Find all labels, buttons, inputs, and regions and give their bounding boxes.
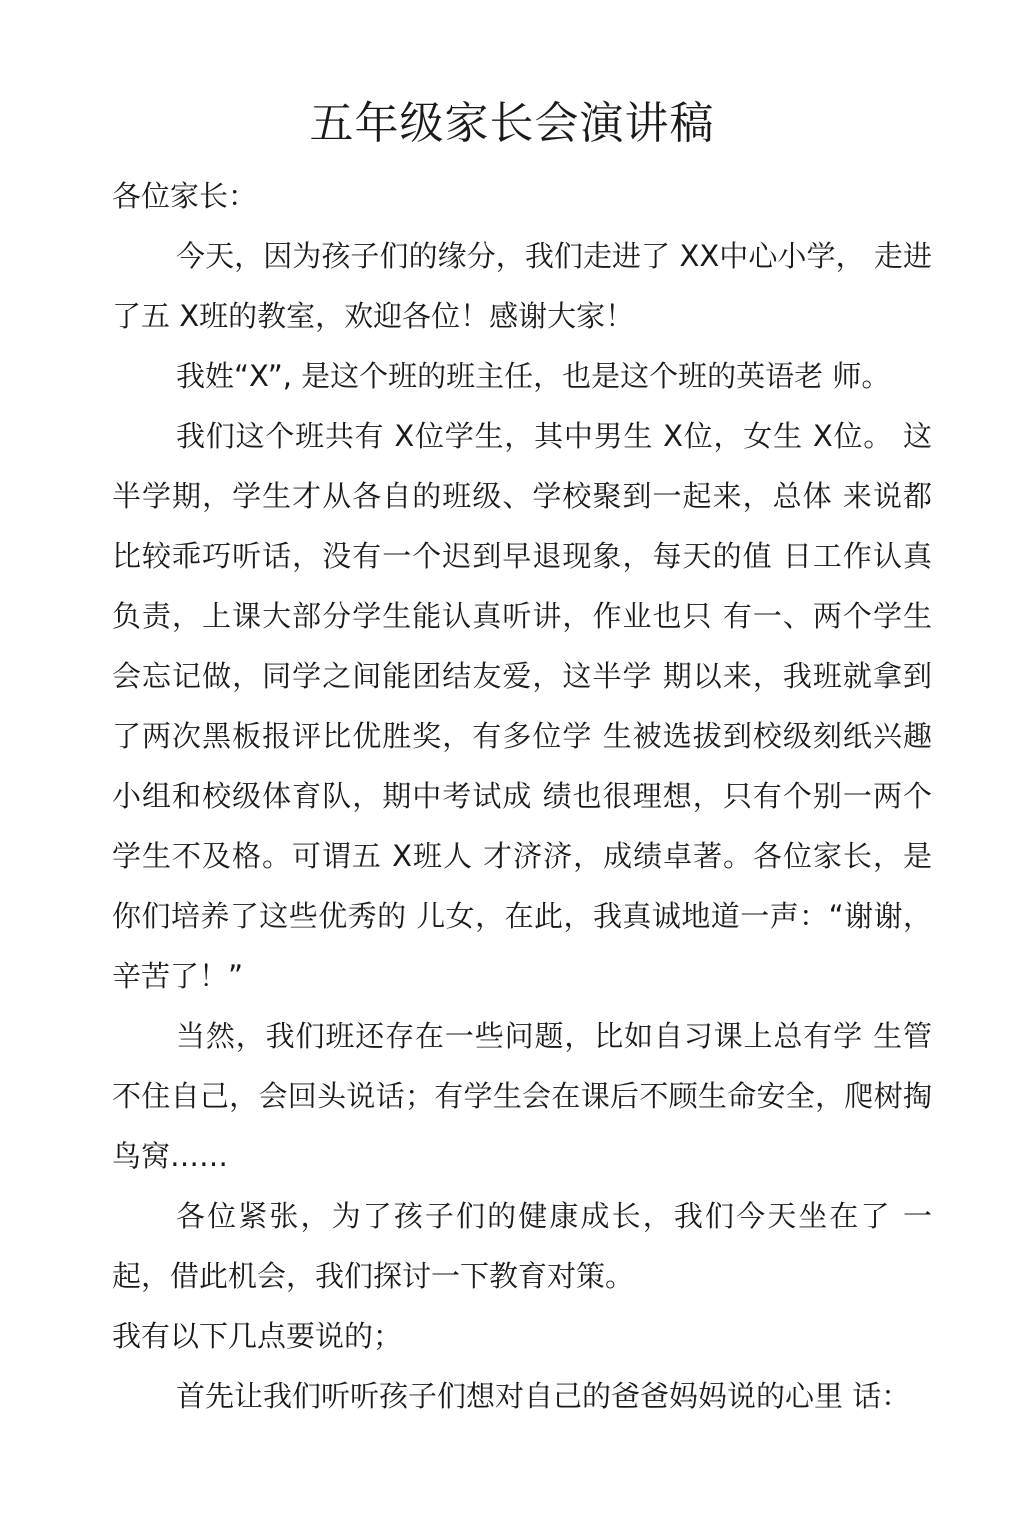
document-title: 五年级家长会演讲稿 <box>309 98 715 149</box>
paragraph-children-words: 首先让我们听听孩子们想对自己的爸爸妈妈说的心里 话： <box>176 1379 911 1413</box>
paragraph-welcome: 今天，因为孩子们的缘分，我们走进了 XX中心小学， 走进了五 X班的教室，欢迎各位！感谢大家！ <box>112 239 932 333</box>
paragraph-problems: 当然，我们班还存在一些问题，比如自习课上总有学 生管不住自己，会回头说话；有学生会在课后不顾生命安全，爬树掏鸟窝…… <box>112 1019 932 1173</box>
paragraph-introduction: 我姓“X”, 是这个班的班主任，也是这个班的英语老 师。 <box>176 359 891 393</box>
paragraph-points-intro: 我有以下几点要说的； <box>112 1319 403 1353</box>
paragraph-salutation: 各位家长： <box>112 179 258 213</box>
document-body <box>112 166 932 1426</box>
paragraph-discussion: 各位紧张，为了孩子们的健康成长，我们今天坐在了 一起，借此机会，我们探讨一下教育对策。 <box>112 1199 932 1293</box>
paragraph-class-overview: 我们这个班共有 X位学生，其中男生 X位，女生 X位。 这半学期，学生才从各自的班级、学校聚到一起来，总体 来说都比较乖巧听话，没有一个迟到早退现象，每天的值 日工作认真负责，上课大部分学生能认真听讲，作业也只 有一、两个学生会忘记做，同学之间能团结友爱，这半学 期以来，我班就拿到了两次黑板报评比优胜奖，有多位学 生被选拔到校级刻纸兴趣小组和校级体育队，期中考试成 绩也很理想，只有个别一两个学生不及格。可谓五 X班人 才济济，成绩卓著。各位家长，是你们培养了这些优秀的 儿女，在此，我真诚地道一声：“谢谢，辛苦了！” <box>112 419 932 993</box>
